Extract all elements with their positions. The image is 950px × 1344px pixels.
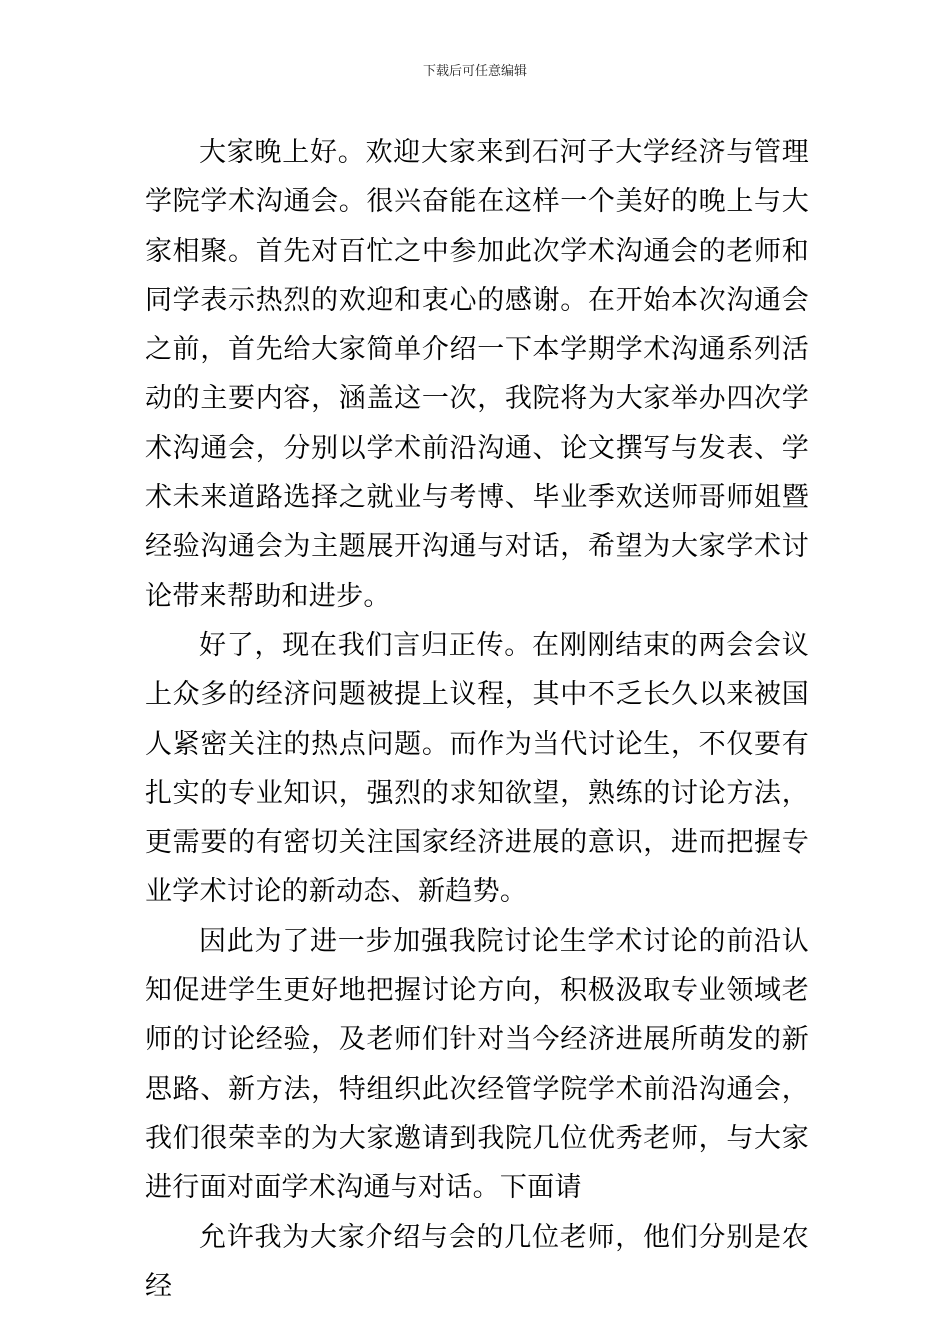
paragraph-welcome: 大家晚上好。欢迎大家来到石河子大学经济与管理学院学术沟通会。很兴奋能在这样一个美好的晚上与大家相聚。首先对百忙之中参加此次学术沟通会的老师和同学表示热烈的欢迎和衷心的感谢。在开始本次沟通会之前，首先给大家简单介绍一下本学期学术沟通系列活动的主要内容，涵盖这一次，我院将为大家举办四次学术沟通会，分别以学术前沿沟通、论文撰写与发表、学术未来道路选择之就业与考博、毕业季欢送师哥师姐暨经验沟通会为主题展开沟通与对话，希望为大家学术讨论带来帮助和进步。 [145, 137, 809, 612]
document-body [145, 128, 809, 1311]
paragraph-purpose: 因此为了进一步加强我院讨论生学术讨论的前沿认知促进学生更好地把握讨论方向，积极汲取专业领域老师的讨论经验，及老师们针对当今经济进展所萌发的新思路、新方法，特组织此次经管学院学术前沿沟通会，我们很荣幸的为大家邀请到我院几位优秀老师，与大家进行面对面学术沟通与对话。下面请 [145, 925, 809, 1204]
paragraph-topic: 好了，现在我们言归正传。在刚刚结束的两会会议上众多的经济问题被提上议程，其中不乏长久以来被国人紧密关注的热点问题。而作为当代讨论生，不仅要有扎实的专业知识，强烈的求知欲望，熟练的讨论方法，更需要的有密切关注国家经济进展的意识，进而把握专业学术讨论的新动态、新趋势。 [145, 629, 809, 908]
page-header: 下载后可任意编辑 [422, 64, 527, 79]
paragraph-introduction: 允许我为大家介绍与会的几位老师，他们分别是农经 [145, 1221, 809, 1302]
